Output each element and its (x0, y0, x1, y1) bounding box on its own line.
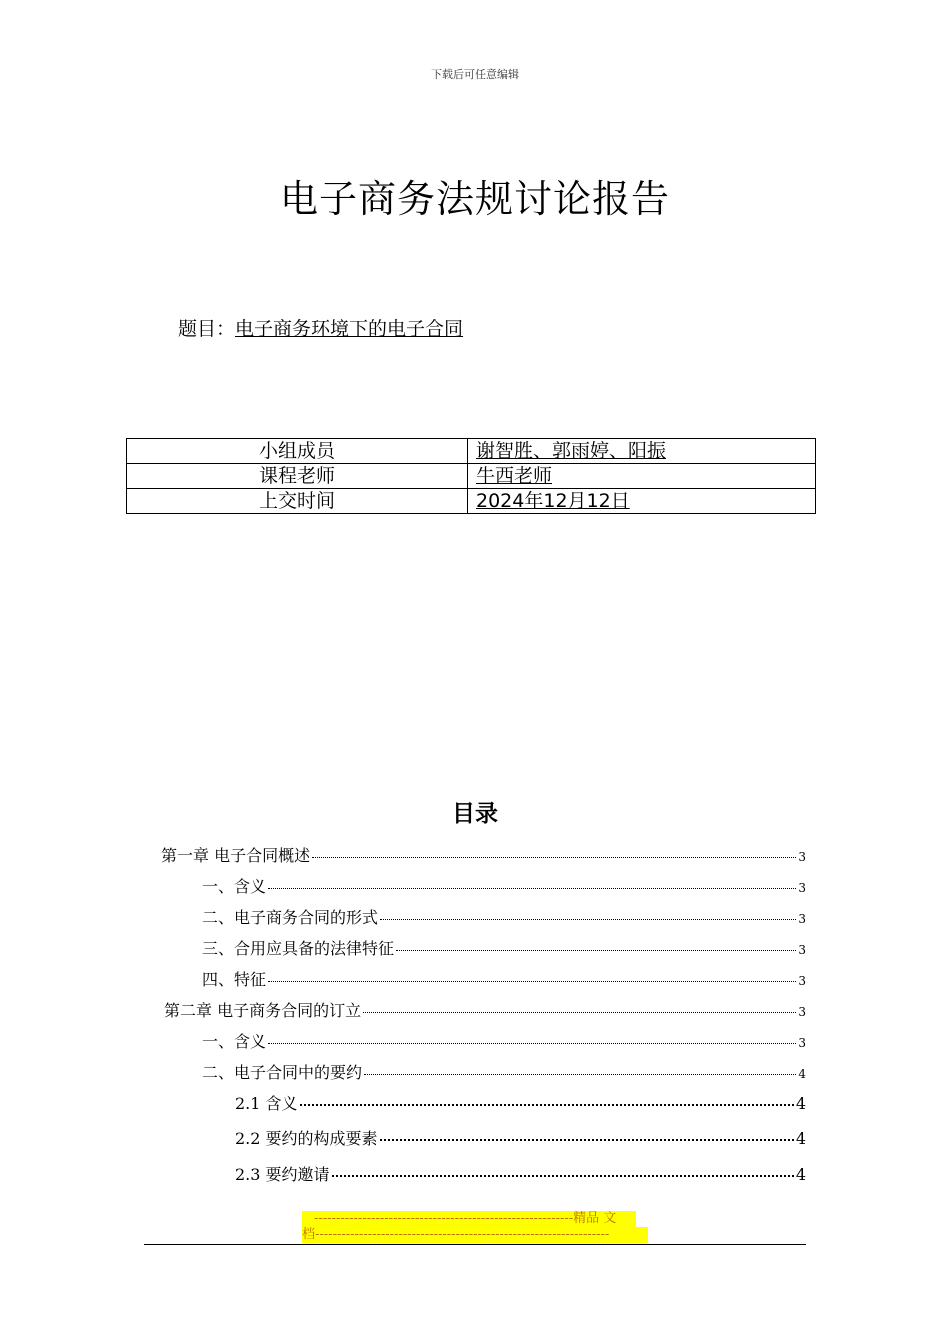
topic-line (178, 314, 463, 341)
info-value-teacher (468, 464, 816, 489)
toc-entry-text: 2.3 要约邀请 (235, 1165, 330, 1184)
toc-leader (300, 1104, 794, 1106)
toc-leader (332, 1175, 794, 1177)
toc-page-number: 3 (798, 1036, 806, 1050)
toc-entry[interactable] (202, 1029, 806, 1052)
toc-page-number: 4 (798, 1067, 806, 1081)
toc-entry[interactable] (164, 998, 806, 1021)
toc-leader (312, 857, 796, 858)
toc-leader (363, 1012, 796, 1013)
info-value-date (468, 489, 816, 514)
toc-entry[interactable] (235, 1162, 806, 1185)
toc-leader (380, 919, 796, 920)
toc-page-number: 4 (795, 1094, 806, 1113)
toc-entry-text: 2.1 含义 (235, 1094, 298, 1113)
toc-leader (380, 1139, 794, 1141)
toc-entry-text: 第二章 电子商务合同的订立 (164, 1001, 362, 1020)
toc-entry-text: 2.2 要约的构成要素 (235, 1129, 378, 1148)
teacher-text: 牛西老师 (476, 465, 553, 487)
toc-entry[interactable] (202, 905, 806, 928)
toc-entry[interactable] (202, 936, 806, 959)
toc-entry-text: 二、电子商务合同的形式 (202, 908, 379, 927)
toc-entry[interactable] (235, 1126, 806, 1149)
toc-leader (396, 950, 796, 951)
footer-rule (144, 1244, 806, 1245)
header-note: 下载后可任意编辑 (431, 68, 519, 81)
toc-page-number: 4 (795, 1165, 806, 1184)
toc-leader (268, 1043, 796, 1044)
toc-entry[interactable] (202, 1060, 806, 1083)
toc-page-number: 3 (798, 881, 806, 895)
footer-line-2: 档------------------------------------------------------------------- (302, 1227, 648, 1243)
toc-entry[interactable] (202, 967, 806, 990)
footer-line-1: -----------------------------------------------------------精品 文 (302, 1211, 636, 1227)
members-text: 谢智胜、郭雨婷、阳振 (476, 440, 667, 462)
info-label-date: 上交时间 (127, 489, 468, 514)
toc-entry[interactable] (161, 843, 806, 866)
table-row (127, 439, 816, 464)
toc-entry-text: 二、电子合同中的要约 (202, 1063, 363, 1082)
toc-leader (364, 1074, 796, 1075)
footer-highlight (302, 1211, 648, 1243)
info-value-members (468, 439, 816, 464)
topic-value: 电子商务环境下的电子合同 (235, 318, 464, 340)
toc-page-number: 3 (798, 850, 806, 864)
toc-entry[interactable] (202, 874, 806, 897)
toc-leader (268, 981, 796, 982)
document-title: 电子商务法规讨论报告 (279, 177, 670, 221)
info-table (126, 438, 816, 514)
date-text: 2024年12月12日 (476, 490, 630, 512)
toc-title: 目录 (452, 801, 498, 827)
toc-leader (268, 888, 796, 889)
toc-entry-text: 四、特征 (202, 970, 267, 989)
toc-page-number: 3 (798, 1005, 806, 1019)
info-label-members: 小组成员 (127, 439, 468, 464)
toc-entry-text: 三、合用应具备的法律特征 (202, 939, 395, 958)
toc-page-number: 3 (798, 943, 806, 957)
toc-entry[interactable] (235, 1091, 806, 1114)
toc-page-number: 3 (798, 974, 806, 988)
toc-entry-text: 第一章 电子合同概述 (161, 846, 311, 865)
table-row (127, 489, 816, 514)
toc-entry-text: 一、含义 (202, 1032, 267, 1051)
toc-entry-text: 一、含义 (202, 877, 267, 896)
info-label-teacher: 课程老师 (127, 464, 468, 489)
toc-page-number: 4 (795, 1129, 806, 1148)
topic-label: 题目： (178, 318, 236, 340)
table-row (127, 464, 816, 489)
toc-page-number: 3 (798, 912, 806, 926)
